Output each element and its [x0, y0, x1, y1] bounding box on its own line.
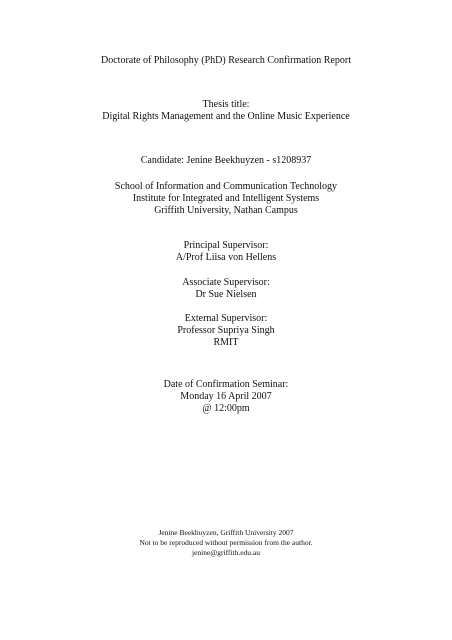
associate-supervisor-block [0, 277, 452, 301]
external-supervisor-block [0, 313, 452, 349]
footer-notice: Not to be reproduced without permission from the author. [139, 538, 313, 547]
external-supervisor-label: External Supervisor: [184, 313, 268, 324]
principal-supervisor-block [0, 240, 452, 264]
associate-supervisor-label: Associate Supervisor: [182, 277, 270, 288]
associate-supervisor-name: Dr Sue Nielsen [195, 289, 257, 300]
candidate [0, 155, 452, 167]
external-supervisor-org: RMIT [213, 337, 239, 348]
seminar-block [0, 379, 452, 415]
candidate-text: Candidate: Jenine Beekhuyzen - s1208937 [140, 155, 312, 166]
report-type-text: Doctorate of Philosophy (PhD) Research Confirmation Report [101, 55, 351, 66]
affiliation-university: Griffith University, Nathan Campus [154, 205, 298, 216]
seminar-date: Monday 16 April 2007 [180, 391, 272, 402]
report-type [0, 55, 452, 67]
external-supervisor-name: Professor Supriya Singh [177, 325, 275, 336]
affiliation-block [0, 181, 452, 217]
principal-supervisor-label: Principal Supervisor: [183, 240, 269, 251]
seminar-time: @ 12:00pm [202, 403, 250, 414]
thesis-title: Digital Rights Management and the Online Music Experience [102, 111, 350, 122]
affiliation-school: School of Information and Communication Technology [114, 181, 338, 192]
thesis-title-block [0, 99, 452, 123]
thesis-title-label: Thesis title: [202, 99, 250, 110]
footer [0, 528, 452, 558]
affiliation-institute: Institute for Integrated and Intelligent Systems [132, 193, 320, 204]
principal-supervisor-name: A/Prof Liisa von Hellens [175, 252, 277, 263]
footer-email: jenine@griffith.edu.au [192, 548, 260, 557]
footer-copyright: Jenine Beekhuyzen, Griffith University 2007 [158, 528, 294, 537]
seminar-label: Date of Confirmation Seminar: [163, 379, 289, 390]
